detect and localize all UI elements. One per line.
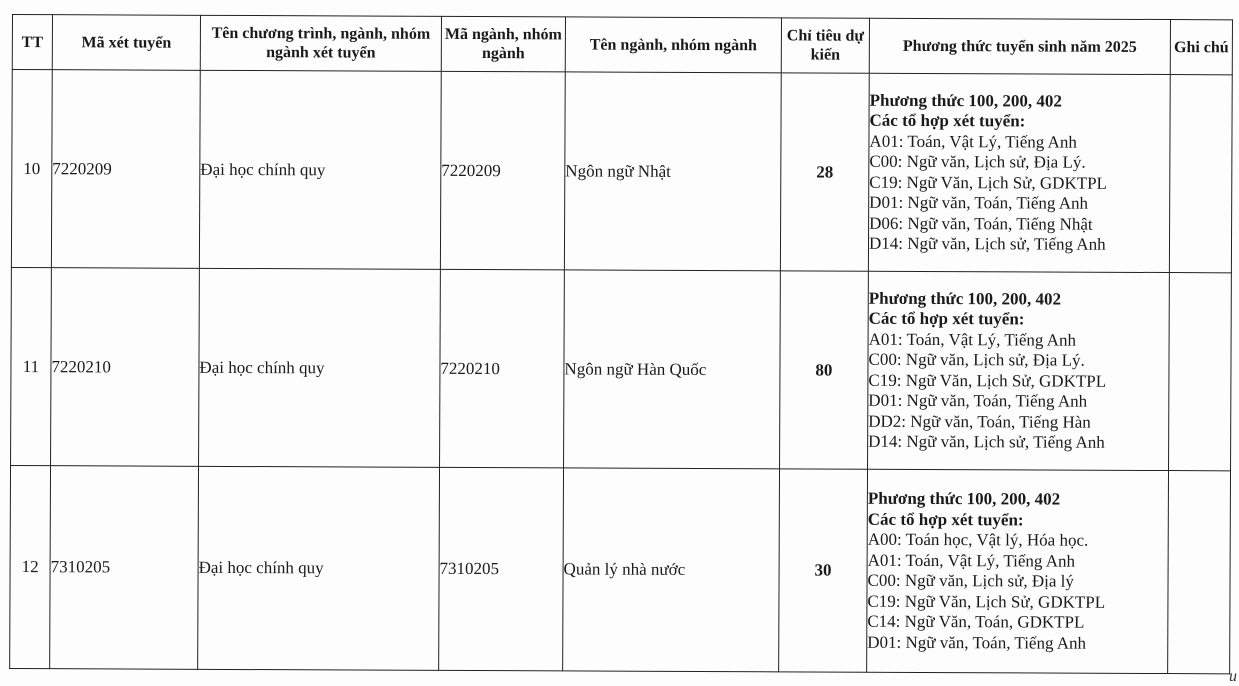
row-note: [1168, 471, 1231, 674]
row-major-name: Ngôn ngữ Hàn Quốc: [564, 270, 781, 469]
combo-item: D01: Ngữ văn, Toán, Tiếng Anh: [868, 390, 1088, 411]
row-methods: [868, 73, 1170, 272]
header-tt: TT: [12, 15, 52, 70]
combo-item: C19: Ngữ Văn, Lịch Sử, GDKTPL: [868, 370, 1107, 391]
row-program: Đại học chính quy: [199, 268, 441, 467]
row-tt: 12: [10, 465, 51, 668]
header-major-code: Mã ngành, nhóm ngành: [441, 16, 565, 72]
admissions-table: [9, 14, 1233, 674]
header-major-name: Tên ngành, nhóm ngành: [565, 17, 781, 73]
header-program: Tên chương trình, ngành, nhóm ngành xét tuyển: [200, 15, 441, 71]
combo-item: C00: Ngữ văn, Lịch sử, Địa Lý.: [869, 151, 1086, 172]
row-major-name: Ngôn ngữ Nhật: [564, 72, 781, 271]
row-major-name: Quản lý nhà nước: [563, 468, 780, 672]
combo-item: DD2: Ngữ văn, Toán, Tiếng Hàn: [868, 411, 1091, 432]
table-row: [10, 465, 1231, 673]
row-major-code: 7220210: [440, 269, 565, 468]
combo-title: Các tổ hợp xét tuyển:: [869, 110, 1026, 131]
combo-item: A01: Toán, Vật Lý, Tiếng Anh: [869, 131, 1077, 152]
combo-item: D14: Ngữ văn, Lịch sử, Tiếng Anh: [868, 431, 1105, 452]
row-tt: 10: [11, 70, 52, 268]
row-quota: 30: [779, 469, 868, 672]
method-title: Phương thức 100, 200, 402: [868, 288, 1062, 309]
header-quota: Chỉ tiêu dự kiến: [781, 18, 869, 73]
row-methods: [868, 271, 1170, 470]
row-methods: [867, 469, 1169, 673]
row-quota: 80: [780, 271, 869, 469]
row-admission-code: 7310205: [50, 466, 199, 670]
header-admission-code: Mã xét tuyển: [52, 15, 200, 71]
combo-item: A00: Toán học, Vật lý, Hóa học.: [867, 529, 1089, 550]
row-tt: 11: [11, 267, 52, 465]
combo-item: D06: Ngữ văn, Toán, Tiếng Nhật: [869, 213, 1093, 234]
method-title: Phương thức 100, 200, 402: [867, 488, 1061, 509]
method-title: Phương thức 100, 200, 402: [869, 90, 1062, 111]
row-program: Đại học chính quy: [198, 466, 440, 670]
row-admission-code: 7220210: [51, 268, 200, 467]
margin-mark: u: [1229, 668, 1237, 685]
combo-item: C19: Ngữ Văn, Lịch Sử, GDKTPL: [867, 591, 1106, 612]
row-major-code: 7310205: [439, 467, 564, 671]
combo-item: D01: Ngữ văn, Toán, Tiếng Anh: [867, 632, 1087, 653]
combo-title: Các tổ hợp xét tuyển:: [868, 308, 1025, 329]
row-note: [1169, 273, 1232, 471]
combo-item: C19: Ngữ Văn, Lịch Sử, GDKTPL: [869, 172, 1108, 193]
document-page: [9, 14, 1232, 669]
row-major-code: 7220209: [440, 71, 565, 270]
header-methods: Phương thức tuyển sinh năm 2025: [869, 18, 1170, 74]
row-note: [1169, 75, 1232, 273]
row-program: Đại học chính quy: [199, 70, 441, 269]
row-admission-code: 7220209: [51, 70, 200, 269]
header-note: Ghi chú: [1170, 20, 1232, 75]
combo-item: D14: Ngữ văn, Lịch sử, Tiếng Anh: [868, 233, 1106, 254]
combo-item: D01: Ngữ văn, Toán, Tiếng Anh: [869, 192, 1089, 213]
table-row: [11, 267, 1232, 470]
table-row: [11, 70, 1232, 273]
row-quota: 28: [780, 73, 869, 271]
combo-item: C14: Ngữ Văn, Toán, GDKTPL: [867, 611, 1085, 632]
header-row: [12, 15, 1232, 75]
combo-item: A01: Toán, Vật Lý, Tiếng Anh: [867, 550, 1076, 571]
combo-item: C00: Ngữ văn, Lịch sử, Địa lý: [867, 570, 1074, 591]
combo-title: Các tổ hợp xét tuyển:: [867, 509, 1024, 529]
combo-item: A01: Toán, Vật Lý, Tiếng Anh: [868, 329, 1077, 350]
combo-item: C00: Ngữ văn, Lịch sử, Địa Lý.: [868, 349, 1085, 370]
